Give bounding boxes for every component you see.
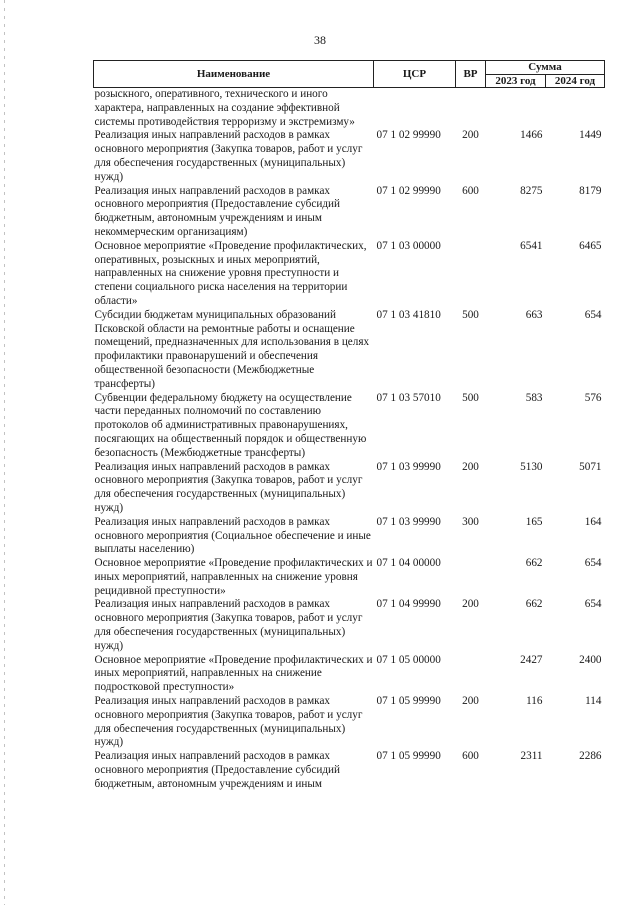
table-body (94, 88, 605, 792)
row-name-cell: Реализация иных направлений расходов в рамках основного мероприятия (Социальное обеспечение и иные выплаты населению) (94, 515, 371, 556)
row-sum-2024-cell: 576 (584, 391, 602, 404)
table-row (94, 461, 605, 516)
row-sum-2024-cell: 114 (585, 695, 602, 708)
row-name-cell: Реализация иных направлений расходов в рамках основного мероприятия (Закупка товаров, работ и услуг для обеспечения государственных (муниципальных) нужд) (94, 695, 363, 749)
row-vr-cell: 200 (462, 598, 479, 611)
row-name-cell: Основное мероприятие «Проведение профилактических и иных мероприятий, направленных на снижение подростковой преступности» (94, 653, 373, 694)
row-sum-2024-cell: 8179 (579, 184, 602, 197)
row-csr-cell: 07 1 03 00000 (376, 239, 441, 252)
row-sum-2023-cell: 6541 (520, 239, 543, 252)
table-row (94, 88, 605, 130)
row-sum-2024-cell: 654 (584, 598, 602, 611)
row-vr-cell (456, 240, 486, 309)
row-vr-cell: 600 (462, 750, 479, 763)
row-csr-cell: 07 1 05 99990 (376, 695, 441, 708)
row-sum-2023-cell: 8275 (520, 184, 543, 197)
row-vr-cell: 200 (462, 129, 479, 142)
table-row (94, 695, 605, 750)
row-vr-cell (456, 654, 486, 695)
row-name-cell: Реализация иных направлений расходов в рамках основного мероприятия (Предоставление субсидий бюджетным, автономным учреждениям и иным некоммерческим организациям) (94, 184, 340, 238)
table-row (94, 185, 605, 240)
header-vr: ВР (456, 61, 486, 88)
row-sum-2024-cell: 5071 (579, 460, 602, 473)
row-csr-cell: 07 1 04 00000 (376, 557, 441, 570)
row-vr-cell: 500 (462, 391, 479, 404)
row-sum-2023-cell: 663 (525, 308, 543, 321)
row-csr-cell: 07 1 05 00000 (376, 653, 441, 666)
table-row (94, 654, 605, 695)
table-row (94, 240, 605, 309)
row-name-cell: Субвенции федеральному бюджету на осуществление части переданных полномочий по составлению протоколов об административных правонарушениях, посягающих на общественный порядок и общественную безопасность (Межбюджетные трансферты) (94, 391, 367, 459)
header-sum: Сумма (486, 61, 605, 75)
row-sum-2023-cell: 116 (526, 695, 543, 708)
row-vr-cell: 200 (462, 460, 479, 473)
row-sum-2024-cell: 164 (584, 515, 602, 528)
row-sum-2024-cell: 654 (584, 308, 602, 321)
row-sum-2024-cell: 1449 (579, 129, 602, 142)
row-name-cell: Субсидии бюджетам муниципальных образований Псковской области на ремонтные работы и оснащение помещений, предназначенных для использования в целях профилактики правонарушений и обеспечения общественной безопасности (Межбюджетные трансферты) (94, 308, 370, 390)
table-header (94, 61, 605, 88)
row-sum-2024-cell: 6465 (579, 239, 602, 252)
row-name-cell: Реализация иных направлений расходов в рамках основного мероприятия (Предоставление субсидий бюджетным, автономным учреждениям и иным (94, 750, 340, 790)
row-name-cell: Реализация иных направлений расходов в рамках основного мероприятия (Закупка товаров, работ и услуг для обеспечения государственных (муниципальных) нужд) (94, 598, 363, 652)
table-row (94, 598, 605, 653)
row-sum-2023-cell: 5130 (520, 460, 543, 473)
row-csr-cell (374, 88, 456, 130)
row-sum-2023-cell: 2427 (520, 653, 543, 666)
table-row (94, 750, 605, 791)
row-csr-cell: 07 1 04 99990 (376, 598, 441, 611)
table-row (94, 516, 605, 557)
row-csr-cell: 07 1 03 57010 (376, 391, 441, 404)
header-csr: ЦСР (374, 61, 456, 88)
row-name-cell: розыскного, оперативного, технического и иного характера, направленных на создание эффективной системы противодействия терроризму и экстремизму» (94, 88, 355, 128)
header-year-2024: 2024 год (546, 74, 605, 88)
row-csr-cell: 07 1 03 99990 (376, 515, 441, 528)
row-csr-cell: 07 1 02 99990 (376, 129, 441, 142)
table-row (94, 309, 605, 392)
header-name: Наименование (94, 61, 374, 88)
table-row (94, 557, 605, 598)
row-name-cell: Основное мероприятие «Проведение профилактических, оперативных, розыскных и иных мероприятий, направленных на снижение уровня преступности и степени социального риска населения на территории области» (94, 239, 367, 307)
row-vr-cell: 300 (462, 515, 479, 528)
row-name-cell: Основное мероприятие «Проведение профилактических и иных мероприятий, направленных на снижение уровня рецидивной преступности» (94, 557, 373, 597)
row-csr-cell: 07 1 02 99990 (376, 184, 441, 197)
row-sum-2024-cell: 654 (584, 557, 602, 570)
row-vr-cell (456, 88, 486, 130)
row-name-cell: Реализация иных направлений расходов в рамках основного мероприятия (Закупка товаров, работ и услуг для обеспечения государственных (муниципальных) нужд) (94, 129, 363, 183)
row-vr-cell: 200 (462, 695, 479, 708)
row-vr-cell (456, 557, 486, 598)
row-csr-cell: 07 1 05 99990 (376, 750, 441, 763)
row-sum-2023-cell: 1466 (520, 129, 543, 142)
row-sum-2024-cell (546, 88, 605, 130)
row-sum-2023-cell: 165 (525, 515, 543, 528)
row-sum-2023-cell: 583 (525, 391, 543, 404)
page-number: 38 (314, 33, 326, 47)
row-csr-cell: 07 1 03 99990 (376, 460, 441, 473)
budget-table (93, 60, 605, 792)
row-sum-2023-cell: 662 (525, 557, 543, 570)
row-vr-cell: 500 (462, 308, 479, 321)
row-sum-2024-cell: 2286 (579, 750, 602, 763)
row-name-cell: Реализация иных направлений расходов в рамках основного мероприятия (Закупка товаров, работ и услуг для обеспечения государственных (муниципальных) нужд) (94, 460, 363, 514)
table-row (94, 392, 605, 461)
row-sum-2023-cell (486, 88, 546, 130)
header-year-2023: 2023 год (486, 74, 546, 88)
scan-edge (4, 0, 5, 905)
table-row (94, 129, 605, 184)
row-sum-2024-cell: 2400 (579, 653, 602, 666)
row-sum-2023-cell: 662 (525, 598, 543, 611)
row-vr-cell: 600 (462, 184, 479, 197)
row-sum-2023-cell: 2311 (520, 750, 543, 763)
row-csr-cell: 07 1 03 41810 (376, 308, 441, 321)
